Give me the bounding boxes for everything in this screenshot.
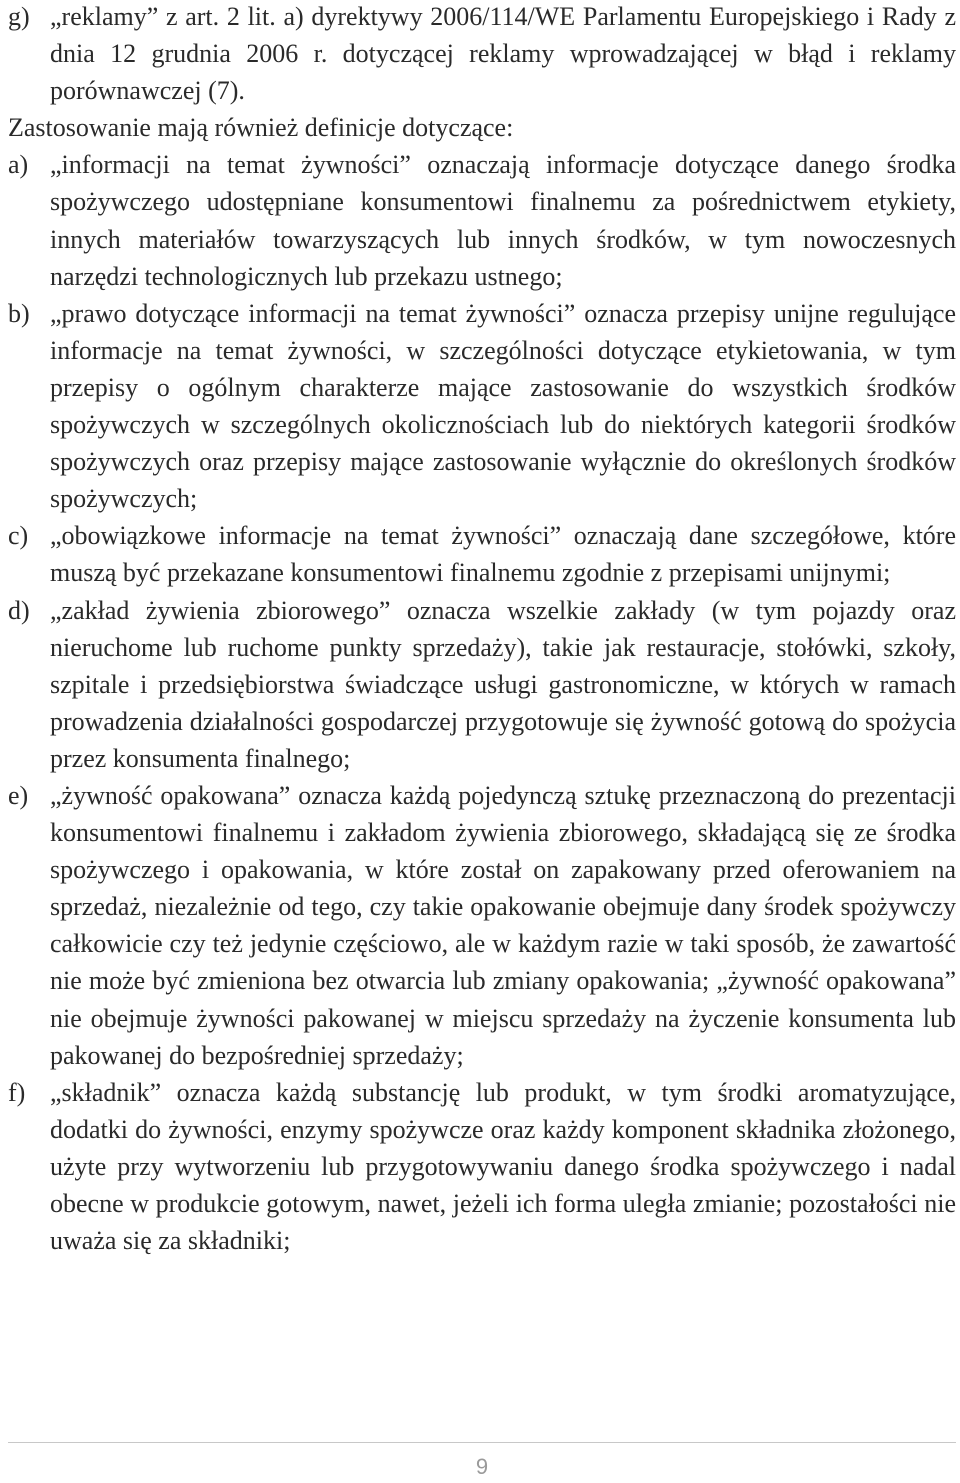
definition-text: „żywność opakowana” oznacza każdą pojedynczą sztukę przeznaczoną do prezentacji konsumentowi finalnemu i zakładom żywienia zbiorowego, składającą się ze środka spożywczego i opakowania, w które został on zapakowany przed oferowaniem na sprzedaż, niezależnie od tego, czy takie opakowanie obejmuje dany środek spożywczy całkowicie czy też jedynie częściowo, ale w każdym razie w taki sposób, że zawartość nie może być zmieniona bez otwarcia lub zmiany opakowania; „żywność opakowana” nie obejmuje żywności pakowanej w miejscu sprzedaży na życzenie konsumenta lub pakowanej do bezpośredniej sprzedaży; [50,780,956,1070]
list-marker: e) [8,780,29,810]
list-marker: b) [8,298,30,328]
list-item-text: „reklamy” z art. 2 lit. a) dyrektywy 2006/114/WE Parlamentu Europejskiego i Rady z dnia 12 grudnia 2006 r. dotyczącej reklamy wprowadzającej w błąd i reklamy porównawczej (7). [50,2,956,106]
definition-item-f [8,1074,956,1259]
list-marker: f) [8,1077,26,1107]
definition-text: „składnik” oznacza każdą substancję lub produkt, w tym środki aromatyzujące, dodatki do żywności, enzymy spożywcze oraz każdy komponent składnika złożonego, użyte przy wytworzeniu lub przygotowywaniu danego środka spożywczego i nadal obecne w produkcie gotowym, nawet, jeżeli ich forma uległa zmianie; pozostałości nie uważa się za składniki; [50,1077,956,1256]
definitions-heading: Zastosowanie mają również definicje dotyczące: [8,113,514,143]
footer-divider [8,1442,956,1443]
page-number: 9 [475,1454,489,1479]
definition-text: „obowiązkowe informacje na temat żywności” oznaczają dane szczegółowe, które muszą być przekazane konsumentowi finalnemu zgodnie z przepisami unijnymi; [50,521,956,588]
list-marker: d) [8,595,30,625]
list-marker: c) [8,521,29,551]
definition-item-d [8,592,956,777]
definition-item-a [8,146,956,294]
list-marker: g) [8,2,30,31]
list-marker: a) [8,150,29,180]
list-item-g [8,0,956,109]
definition-text: „informacji na temat żywności” oznaczają informacje dotyczące danego środka spożywczego udostępniane konsumentowi finalnemu za pośrednictwem etykiety, innych materiałów towarzyszących lub innych środków, w tym nowoczesnych narzędzi technologicznych lub przekazu ustnego; [50,150,956,291]
definition-text: „zakład żywienia zbiorowego” oznacza wszelkie zakłady (w tym pojazdy oraz nieruchome lub ruchome punkty sprzedaży), takie jak restauracje, stołówki, szkoły, szpitale i przedsiębiorstwa świadczące usługi gastronomiczne, w których w ramach prowadzenia działalności gospodarczej przygotowuje się żywność gotową do spożycia przez konsumenta finalnego; [50,595,956,773]
definition-item-c [8,517,956,591]
definition-text: „prawo dotyczące informacji na temat żywności” oznacza przepisy unijne regulujące informacje na temat żywności, w szczególności dotyczące etykietowania, w tym przepisy o ogólnym charakterze mające zastosowanie do wszystkich środków spożywczych w szczególnych okolicznościach lub do niektórych kategorii środków spożywczych oraz przepisy mające zastosowanie wyłącznie do określonych środków spożywczych; [50,298,956,514]
document-body [8,0,956,1259]
page-footer [8,1442,956,1482]
definition-item-e [8,777,956,1074]
definition-item-b [8,295,956,518]
